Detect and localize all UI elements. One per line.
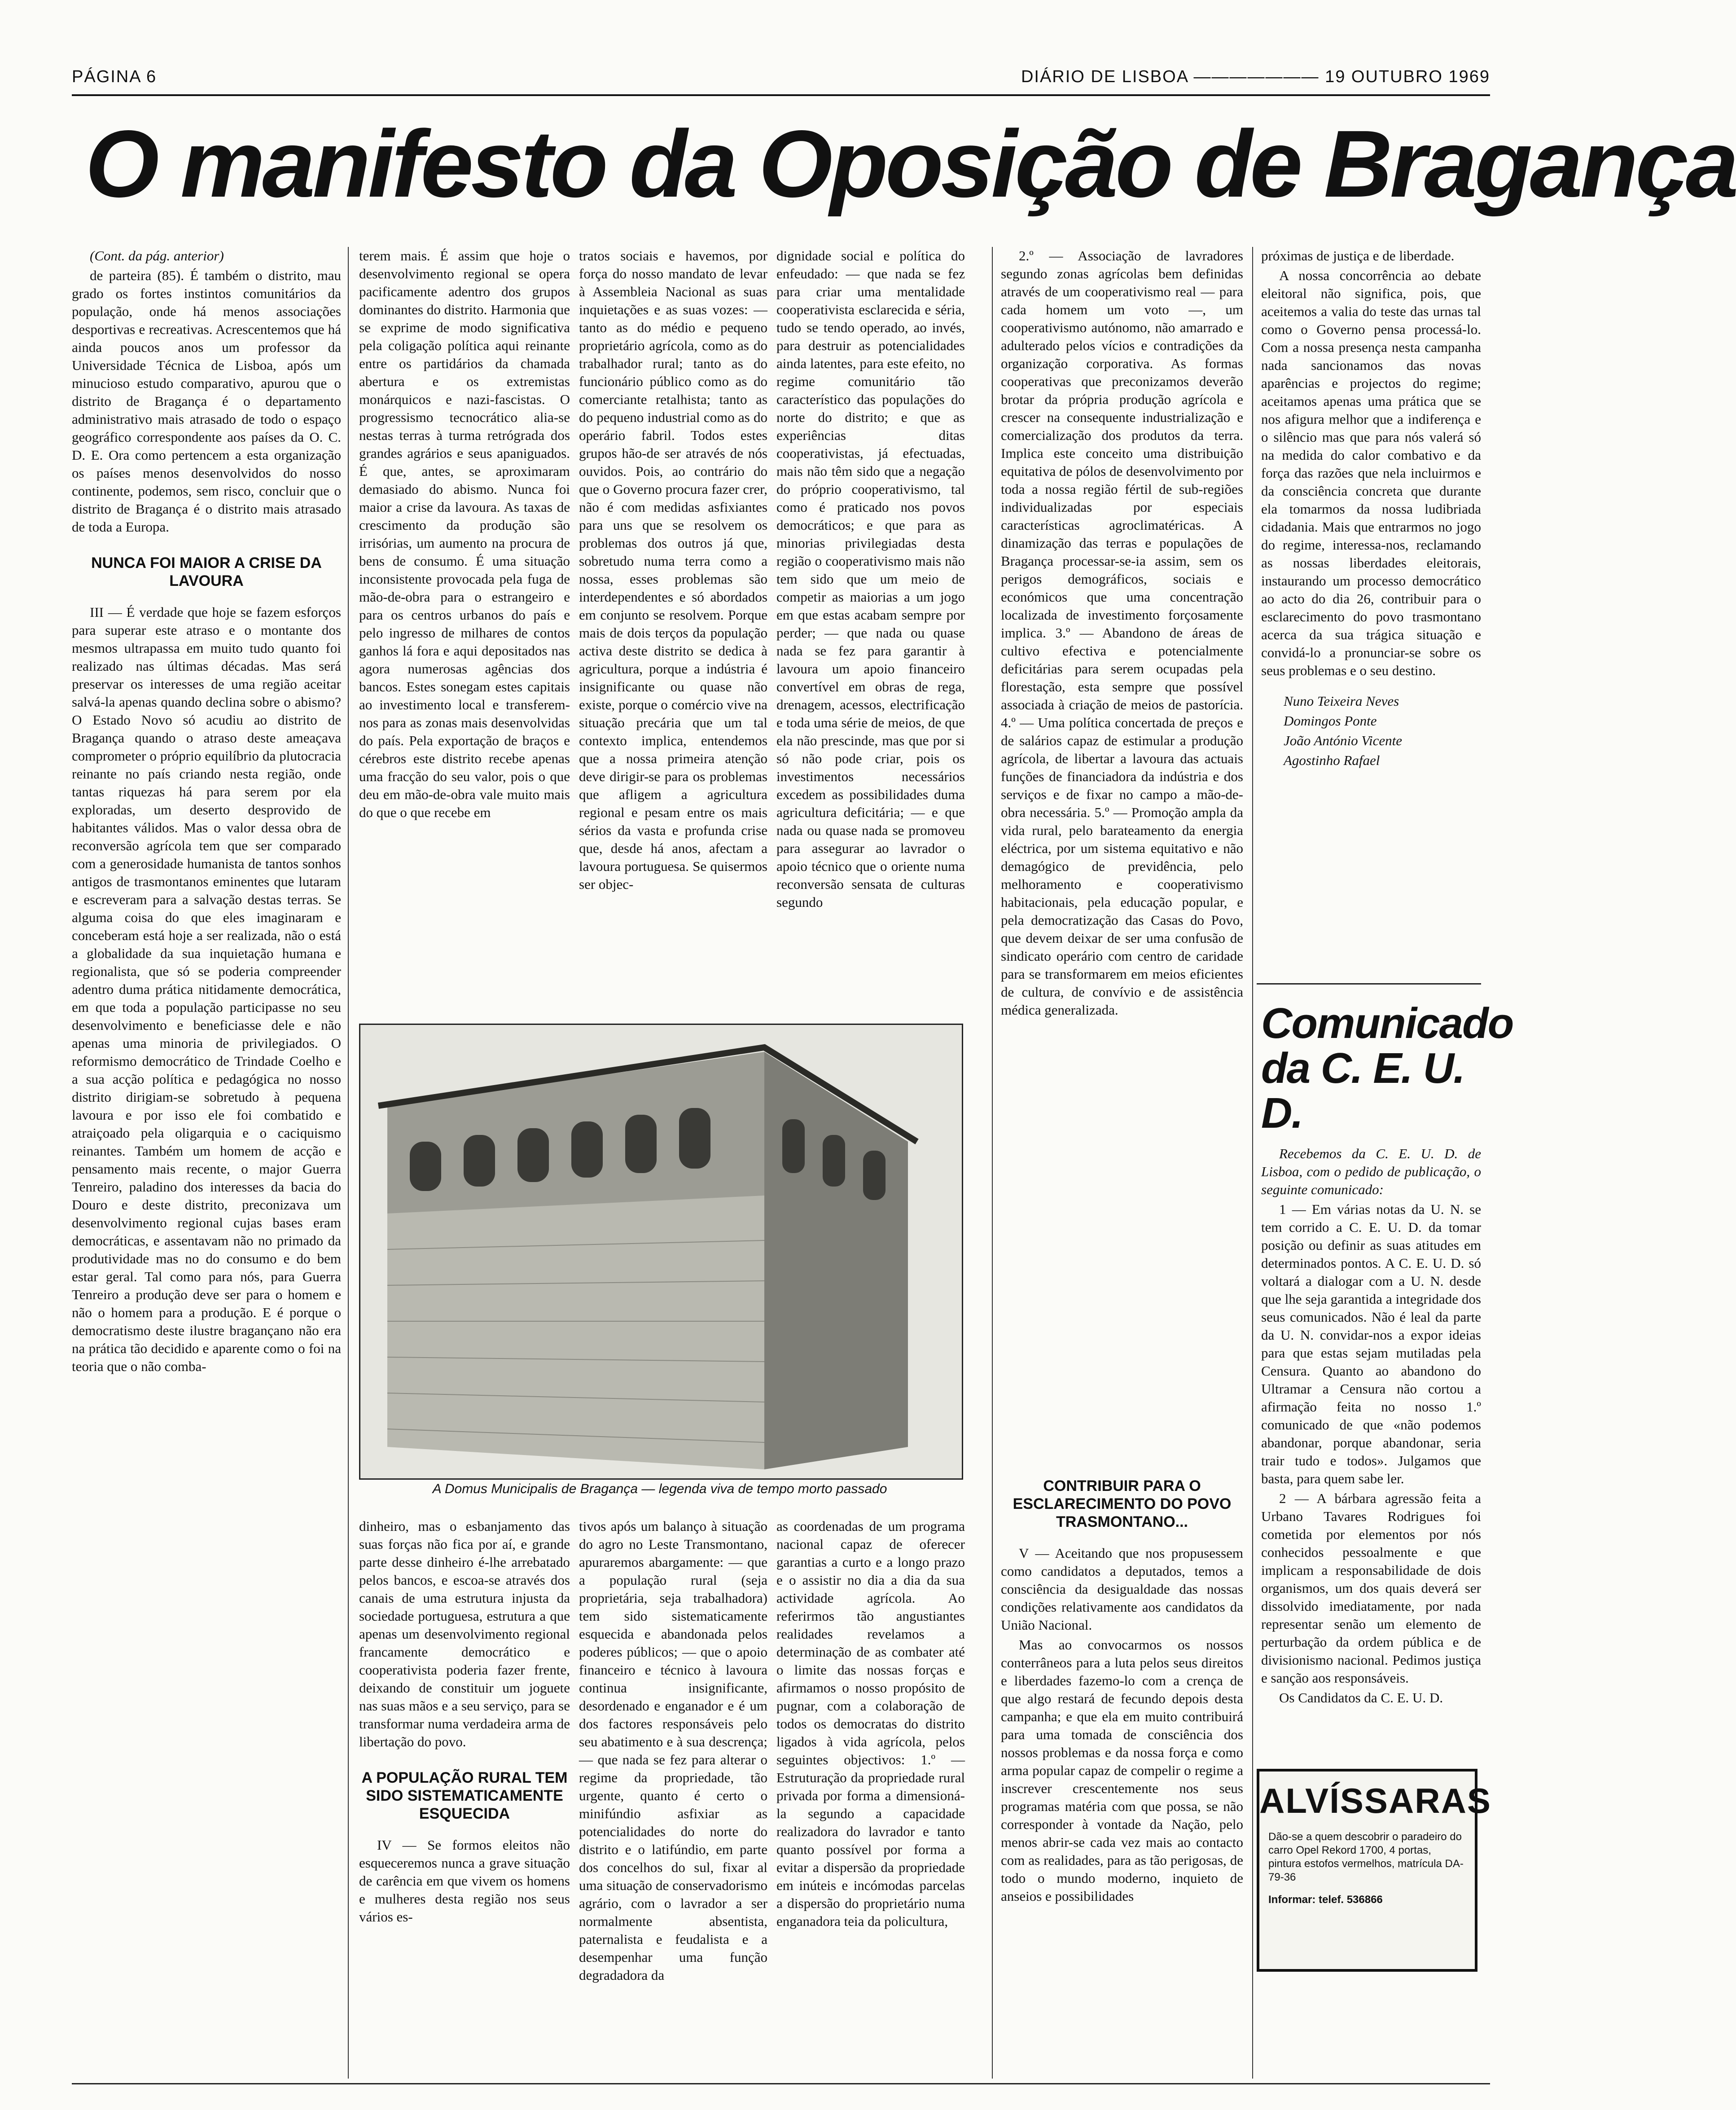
col5-top-text: 2.º — Associação de lavradores segundo zonas agrícolas bem definidas através de um cooperativismo real — para cada homem um voto —, um cooperativismo autónomo, não amarrado e adulterado pelos vícios e contradições da organização corporativa. As formas cooperativas que preconizamos deverão brotar da própria produção agrícola e crescer na consequente industrialização e comercialização dos produtos da terra. Implica este conceito uma distribuição equitativa de pólos de desenvolvimento por toda a nossa região fértil de sub-regiões individualizadas por especiais características agroclimatéricas. A dinamização das terras e populações de Bragança processar-se-ia assim, sem os perigos demográficos, sociais e económicos que uma concentração localizada de investimento forçosamente implica. 3.º — Abandono de áreas de cultivo efectiva e potencialmente deficitárias para serem ocupadas pela florestação, esta sempre que possível associada à criação de meios de pastorícia. 4.º — Uma política concertada de preços e de salários capaz de estimular a produção agrícola, de libertar a lavoura das actuais funções de financiadora da indústria e dos serviços e de fixar no campo a mão-de-obra necessária. 5.º — Promoção ampla da vida rural, pelo barateamento da energia eléctrica, por um sistema equitativo e não demagógico de previdência, pelo melhoramento e cooperativismo habitacionais, pela educação popular, e pela democratização das Casas do Povo, que devem deixar de ser uma confusão de sindicato operário com centro de caridade para se transformarem em meios eficientes de cultura, de convívio e de assistência médica generalizada. — [1001, 248, 1243, 1018]
subhead-populacao-rural: A POPULAÇÃO RURAL TEM SIDO SISTEMATICAMENTE ESQUECIDA — [361, 1769, 568, 1822]
ad-title: ALVÍSSARAS — [1259, 1781, 1491, 1820]
col3-top-text: tratos sociais e havemos, por força do nosso mandato de levar à Assembleia Nacional as suas inquietações e as suas vozes: — tanto as do médio e pequeno proprietário agrícola, como as do trabalhador rural; tanto as do funcionário público como as do comerciante retalhista; tanto as do pequeno industrial como as do operário fabril. Todos estes grupos hão-de ser através de nós ouvidos. Pois, ao contrário do que o Governo procura fazer crer, não é com medidas asfixiantes para uns que se resolvem os problemas dos outros já que, sobretudo numa terra como a nossa, esses problemas são interdependentes e só abordados em conjunto se resolvem. Porque mais de dois terços da população activa deste distrito se dedica à agricultura, porque a indústria é insignificante ou quase não existe, porque o comércio vive na situação precária que um tal contexto implica, entendemos que a nossa primeira atenção deve dirigir-se para os problemas que afligem a agricultura regional e pesam entre os mais sérios da vasta e profunda crise que, desde há anos, afectam a lavoura portuguesa. Se quisermos ser objec- — [579, 248, 767, 892]
column-5-bottom — [1001, 1477, 1243, 2079]
col1-paragraph-2: III — É verdade que hoje se fazem esforços para superar este atraso e o montante dos mesmos ultrapassa em muito tudo quanto foi realizado nas últimas décadas. Mas será preservar os interesses de uma região aceitar salvá-la apenas quando declina sobre o abismo? O Estado Novo só acudiu ao distrito de Bragança quando o atraso deste ameaçava comprometer o próprio equilíbrio da plutocracia reinante no país criando nesta região, onde tantas riquezas há para serem por ela exploradas, um deserto desprovido de habitantes válidos. Mas o valor dessa obra de reconversão agrícola tem que ser comparado com a generosidade humanista de tantos sonhos antigos de trasmontanos eminentes que lutaram e escreveram para a salvação destas terras. Se alguma coisa do que eles imaginaram e conceberam está hoje a ser realizada, não o está a globalidade da sua inquietação humana e regionalista, que só se poderia compreender adentro duma prática nitidamente democrática, em que toda a população participasse no seu desenvolvimento e beneficiasse dele e não apenas uma minoria de privilegiados. O reformismo democrático de Trindade Coelho e a sua acção política e pedagógica no nosso distrito dirigiam-se sobretudo à pequena lavoura e por isso ele foi combatido e atraiçoado pela oligarquia e o caciquismo reinantes. Também um homem de acção e pensamento mais recente, o major Guerra Tenreiro, paladino dos interesses da bacia do Douro e deste distrito, preconizava um desenvolvimento regional cujas bases eram democráticas, e assentavam não no primado da produtividade mas no do consumo e do bem estar geral. Tal como para nós, para Guerra Tenreiro a produção deve ser para o homem e não o homem para a produção. E é porque o democratismo deste ilustre bragançano não era na prática tão decidido e aparente como o foi na teoria que o não comba- — [72, 604, 341, 1374]
paper-date: DIÁRIO DE LISBOA ——————— 19 OUTUBRO 1969 — [1021, 67, 1490, 86]
page-header — [72, 67, 1490, 94]
column-rule — [992, 247, 993, 2079]
subhead-crise-lavoura: NUNCA FOI MAIOR A CRISE DA LAVOURA — [91, 554, 322, 589]
communique-sign: Os Candidatos da C. E. U. D. — [1279, 1690, 1443, 1706]
alvissaras-ad — [1257, 1769, 1491, 1972]
col6-paragraph-2: A nossa concorrência ao debate eleitoral não significa, pois, que aceitemos a valia do teste das urnas tal como o Governo pensa processá-lo. Com a nossa presença nesta campanha nada sancionamos das novas aparências e projectos do regime; aceitamos apenas uma prática que se nos afigura melhor que a indiferença e o silêncio mas que para nós valerá só na medida do calor combativo e da força das razões que nela incluirmos e da consciência concreta que durante ela tomarmos da nossa ludibriada cidadania. Mais que entrarmos no jogo do regime, interessa-nos, reclamando as nossas liberdades eleitorais, instaurando um processo democrático ao acto do dia 26, contribuir para o esclarecimento do povo trasmontano acerca da sua trágica situação e convidá-lo a pronunciar-se sobre os seus problemas e o seu destino. — [1261, 268, 1481, 678]
column-rule — [1252, 247, 1253, 2079]
ad-text: Dão-se a quem descobrir o paradeiro do carro Opel Rekord 1700, 4 portas, pintura estofos vermelhos, matrícula DA-79-36 — [1268, 1831, 1464, 1883]
col2-bottom-paragraph-1: dinheiro, mas o esbanjamento das suas forças não fica por aí, e grande parte desse dinheiro é-lhe arrebatado pelos bancos, e escoa-se através dos canais de uma estrutura injusta da sociedade portuguesa, estrutura a que apenas um desenvolvimento regional francamente democrático e cooperativista poderia fazer frente, deixando de constituir um joguete nas suas mãos e a seu serviço, para se transformar numa verdadeira arma de libertação do povo. — [359, 1518, 570, 1750]
signatory-1: Nuno Teixeira Neves — [1284, 693, 1399, 709]
footer-rule — [72, 2083, 1490, 2084]
col2-top-text: terem mais. É assim que hoje o desenvolvimento regional se opera pacificamente adentro dos grupos dominantes do distrito. Harmonia que se exprime de modo significativa pela coligação política aqui reinante entre os partidários da chamada abertura e os extremistas monárquicos e nazi-fascistas. O progressismo tecnocrático alia-se nestas terras à turma retrógrada dos grandes agrários e seus apaniguados. É que, antes, se aproximaram demasiado do abismo. Nunca foi maior a crise da lavoura. As taxas de crescimento da produção são irrisórias, um aumento na procura de bens de consumo. É uma situação inconsistente provocada pela fuga de mão-de-obra para o estrangeiro e para os centros urbanos do país e pelo ingresso de milhares de contos ganhos lá fora e aqui depositados nas agora numerosas agências dos bancos. Estes sonegam estes capitais ao investimento local e transferem-nos para as zonas mais desenvolvidas do país. Pela exportação de braços e cérebros este distrito recebe apenas uma fracção do seu valor, pois o que deu em mão-de-obra vale muito mais do que o que recebe em — [359, 248, 570, 820]
column-2-bottom — [359, 1517, 570, 2079]
col4-bottom-text: as coordenadas de um programa nacional capaz de oferecer garantias a curto e a longo prazo e o assistir no dia a dia da sua actividade agrícola. Ao referirmos tão angustiantes realidades revelamos a determinação de as combater até o limite das nossas forças e afirmamos o nosso propósito de pugnar, com a colaboração de todos os democratas do distrito ligados à vida agrícola, pelos seguintes objectivos: 1.º — Estruturação da propriedade rural privada por forma a dimensioná-la segundo a capacidade realizadora do lavrador e tanto quanto possível por forma a evitar a dispersão da propriedade em inúteis e incómodas parcelas a dispersão do proprietário numa enganadora teia da policultura, — [776, 1518, 965, 1929]
communique-paragraph-1: 1 — Em várias notas da U. N. se tem corrido a C. E. U. D. da tomar posição ou definir as suas atitudes em determinados pontos. A C. E. U. D. só voltará a dialogar com a U. N. desde que lhe seja garantida a integridade dos seus comunicados. Não é leal da parte da U. N. convidar-nos a expor ideias para que estas sejam mutiladas pela Censura. Quanto ao abandono do Ultramar a Censura não cortou a afirmação feita no nosso 1.º comunicado de que «não podemos abandonar, porque abandonar, seria trair tudo e todos». Julgamos que basta, para quem sabe ler. — [1261, 1201, 1481, 1486]
continuation-note: (Cont. da pág. anterior) — [90, 248, 224, 264]
column-5-top — [1001, 247, 1243, 1473]
column-4-bottom — [776, 1517, 965, 2079]
col2-bottom-paragraph-2: IV — Se formos eleitos não esqueceremos nunca a grave situação de carência em que vivem os homens e mulheres desta região nos seus vários es- — [359, 1837, 570, 1925]
col5-bottom-paragraph-2: Mas ao convocarmos os nossos conterrâneos para a luta pelos seus direitos e liberdades fazemo-lo com a crença de que algo restará de fecundo depois desta campanha; e que ela em muito contribuirá para uma tomada de consciência dos nossos problemas e da nossa força e como arma popular capaz de compelir o regime a inscrever crescentemente nos seus programas matéria com que possa, se não corresponder à vontade da Nação, pelo menos abrir-se cada vez mais ao contacto com as realidades, para as tão perigosas, de todo o mundo moderno, inquieto de anseios e possibilidades — [1001, 1637, 1243, 1904]
domus-municipalis-photo — [359, 1024, 963, 1480]
header-rule — [72, 94, 1490, 96]
column-rule — [348, 247, 349, 2079]
column-4-top — [776, 247, 965, 1010]
column-6-top — [1261, 247, 1481, 965]
signatory-3: João António Vicente — [1284, 733, 1402, 748]
communique-paragraph-2: 2 — A bárbara agressão feita a Urbano Tavares Rodrigues foi cometida por elementos por nós conhecidos pessoalmente e que implicam a responsabilidade de dois organismos, um dos quais deverá ser dissolvido imediatamente, por nada representar senão um elemento de perturbação da ordem pública e de divisionismo nacional. Pedimos justiça e sanção aos responsáveis. — [1261, 1490, 1481, 1686]
signatory-2: Domingos Ponte — [1284, 713, 1377, 729]
col1-paragraph-1: de parteira (85). É também o distrito, mau grado os fortes instintos comunitários da população, onde há menos associações desportivas e recreativas. Acrescentemos que há ainda poucos anos um professor da Universidade Técnica de Lisboa, após um minucioso estudo comparativo, apurou que o distrito de Bragança é o departamento administrativo mais atrasado de todo o espaço geográfico correspondente aos países da O. C. D. E. Ora como pertencem a esta organização os países menos desenvolvidos do nosso continente, podemos, sem risco, concluir que o distrito de Bragança é o distrito mais atrasado de toda a Europa. — [72, 268, 341, 535]
photo-caption: A Domus Municipalis de Bragança — legenda viva de tempo morto passado — [432, 1481, 887, 1496]
building-illustration — [360, 1025, 962, 1478]
main-headline: O manifesto da Oposição de Bragança — [85, 110, 1736, 217]
column-1 — [72, 247, 341, 2079]
subhead-esclarecimento: CONTRIBUIR PARA O ESCLARECIMENTO DO POVO TRASMONTANO... — [1013, 1477, 1232, 1530]
communique-intro: Recebemos da C. E. U. D. de Lisboa, com o pedido de publicação, o seguinte comunicado: — [1261, 1146, 1481, 1197]
section-rule — [1257, 983, 1481, 985]
communique-title: Comunicado da C. E. U. D. — [1261, 999, 1513, 1137]
col4-top-text: dignidade social e política do enfeudado: — que nada se fez para criar uma mentalidade cooperativista esclarecida e séria, tudo se tendo operado, ao invés, para destruir as potencialidades ainda latentes, para este efeito, no regime comunitário tão característico das populações do norte do distrito; e que as experiências ditas cooperativistas, já efectuadas, mais não têm sido que a negação do próprio cooperativismo, tal como é praticado nos povos democráticos; e que para as minorias privilegiadas desta região o cooperativismo mais não tem sido que um meio de competir as maiorias a um jogo em que estas acabam sempre por perder; — que nada ou quase nada se fez para garantir à lavoura um apoio financeiro convertível em obras de rega, drenagem, acessos, electrificação e toda uma série de meios, de que ela não prescinde, mas que por si só não pode criar, pois os investimentos necessários excedem as possibilidades duma agricultura deficitária; — e que nada ou quase nada se promoveu para assegurar ao lavrador o apoio técnico que o oriente numa reconversão sensata de culturas segundo — [776, 248, 965, 910]
column-2-top — [359, 247, 570, 1010]
column-3-bottom — [579, 1517, 767, 2079]
communique-block — [1261, 992, 1513, 1755]
ad-contact: Informar: telef. 536866 — [1268, 1894, 1383, 1906]
page-number: PÁGINA 6 — [72, 67, 157, 86]
col6-paragraph-1: próximas de justiça e de liberdade. — [1261, 248, 1455, 264]
column-3-top — [579, 247, 767, 1010]
issue-date: 19 OUTUBRO 1969 — [1325, 67, 1490, 86]
col5-bottom-paragraph-1: V — Aceitando que nos propusessem como candidatos a deputados, temos a consciência da desigualdade das nossas condições relativamente aos candidatos da União Nacional. — [1001, 1545, 1243, 1633]
col3-bottom-text: tivos após um balanço à situação do agro no Leste Transmontano, apuraremos abargamente: — que a população rural (seja proprietária, seja trabalhadora) tem sido sistematicamente esquecida e abandonada pelos poderes públicos; — que o apoio financeiro e técnico à lavoura continua insignificante, desordenado e enganador e é um dos factores responsáveis pelo seu abatimento e à sua descrença; — que nada se fez para alterar o regime da propriedade, tão urgente, quanto é certo o minifúndio asfixiar as potencialidades do norte do distrito e o latifúndio, em parte dos concelhos do sul, fixar al uma situação de conservadorismo agrário, com o lavrador a ser normalmente absentista, paternalista e feudalista e a desempenhar uma função degradadora da — [579, 1518, 767, 1983]
paper-name: DIÁRIO DE LISBOA — [1021, 67, 1188, 86]
signatory-4: Agostinho Rafael — [1284, 752, 1380, 768]
